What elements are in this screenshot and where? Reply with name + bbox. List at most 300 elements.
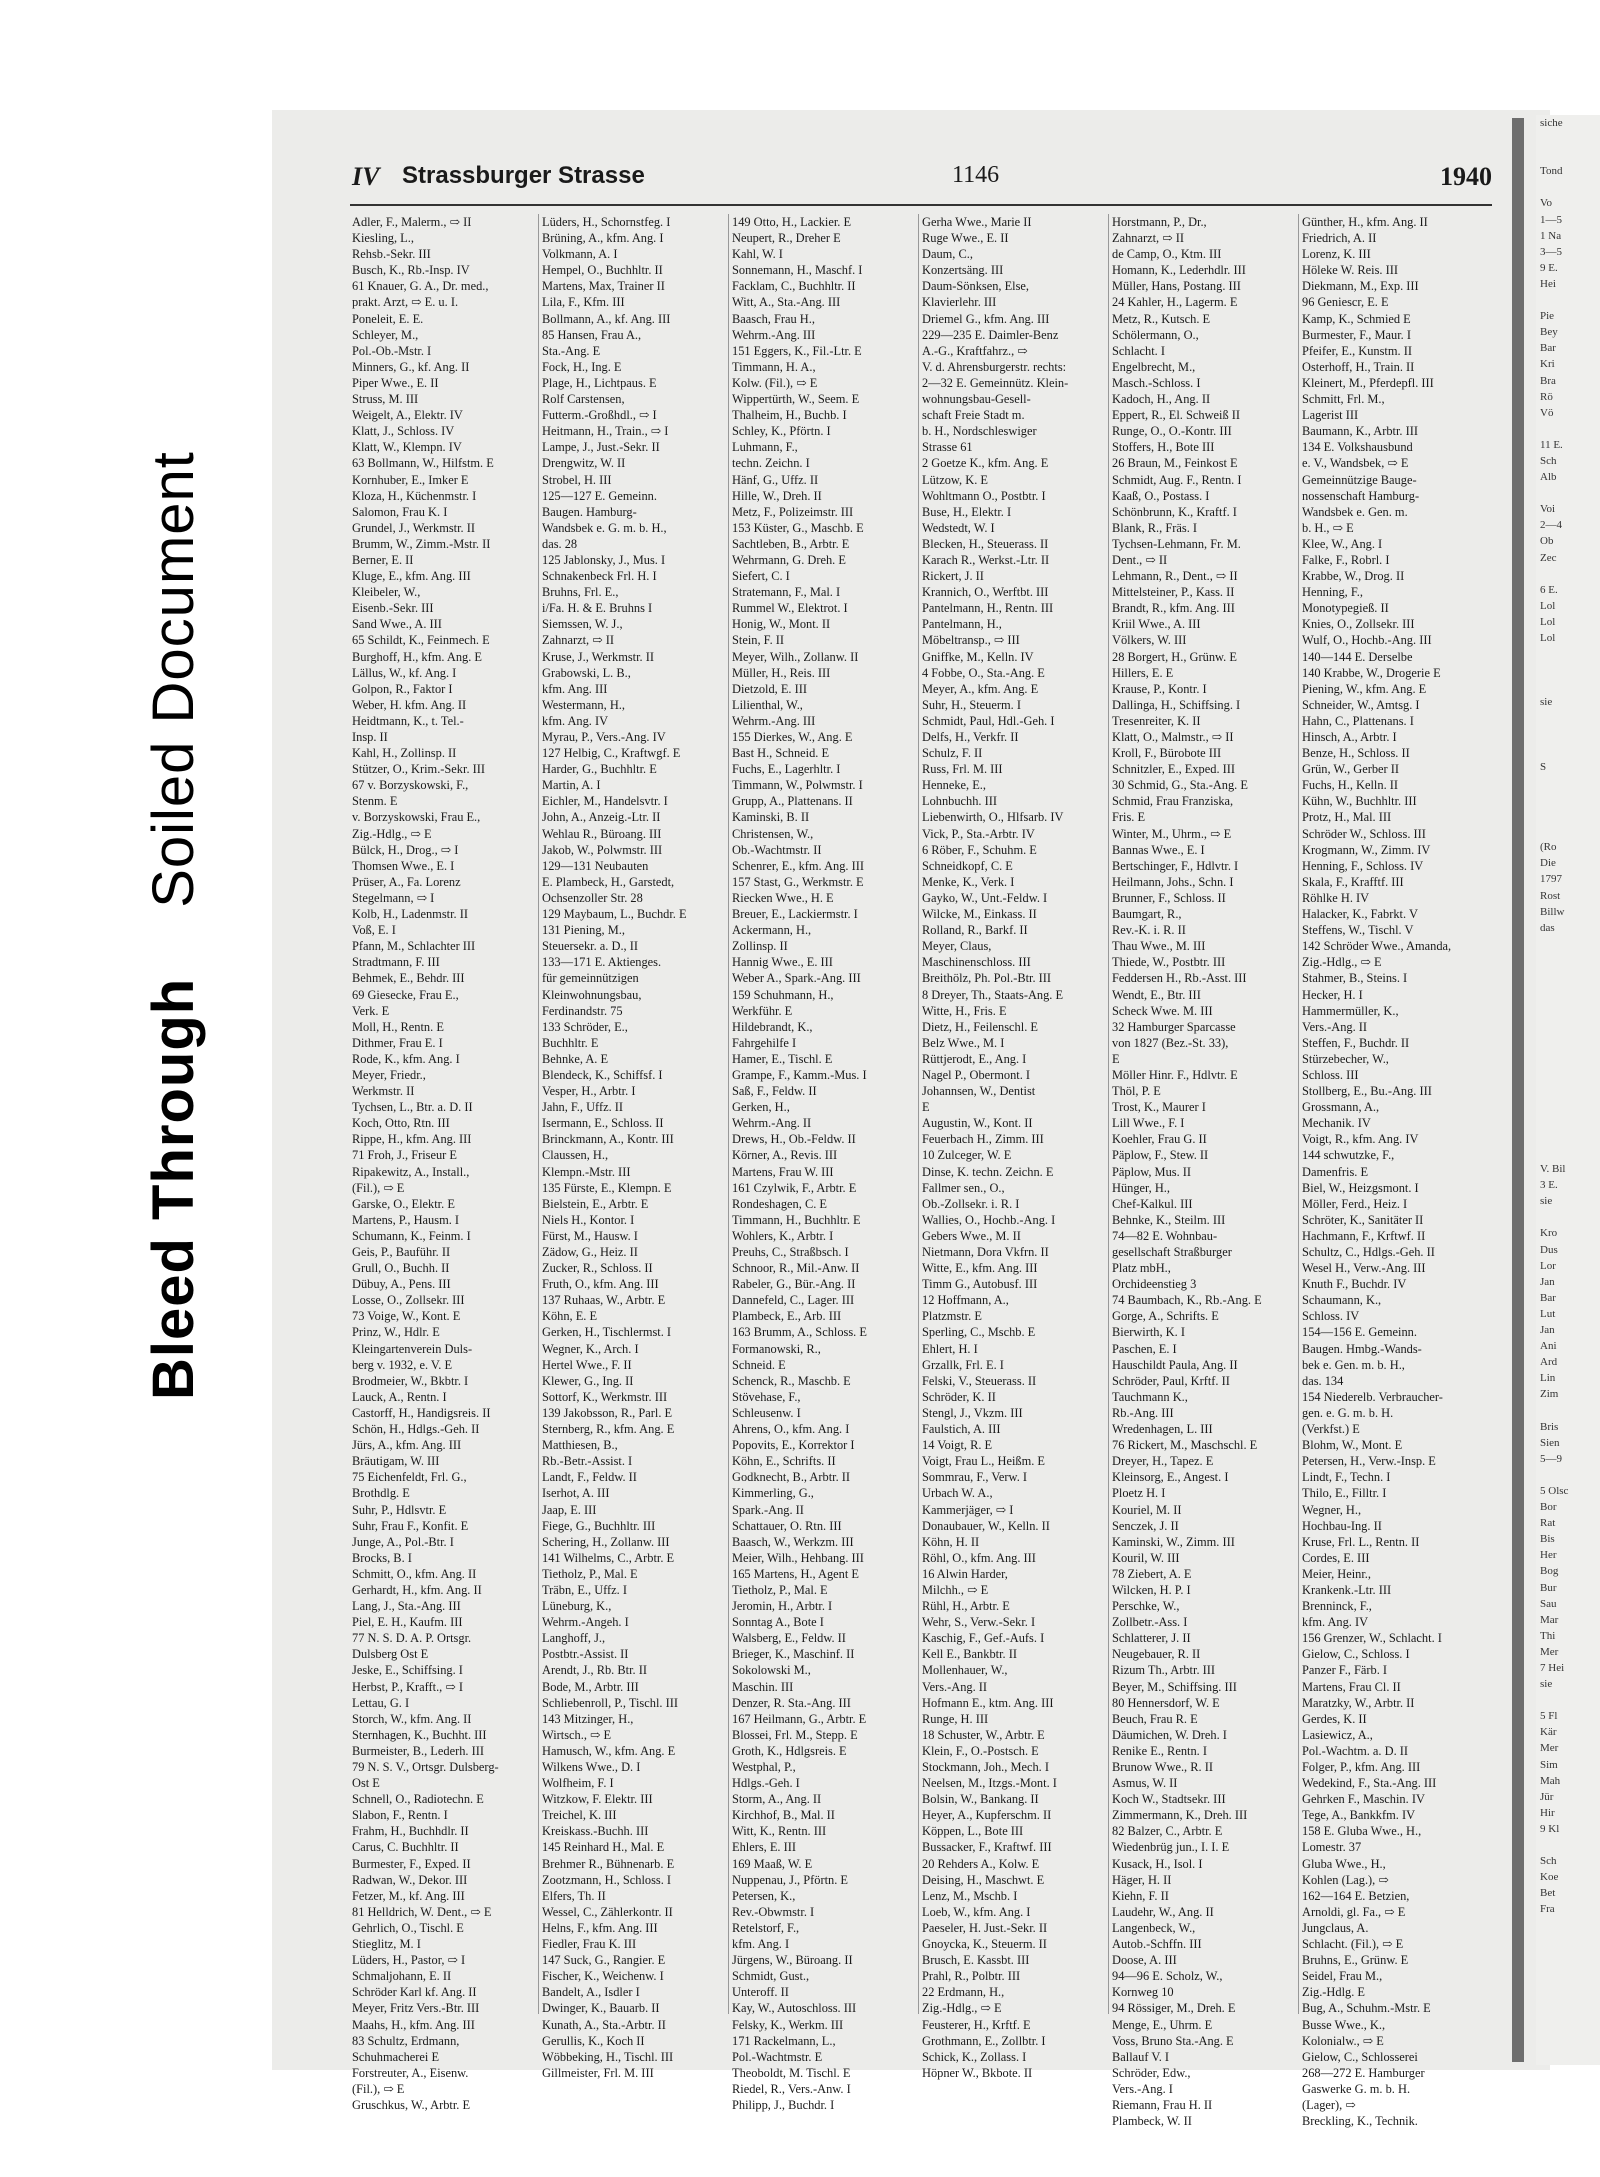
directory-entry: Fris. E [1112,810,1146,825]
directory-entry: Kadoch, H., Ang. II [1112,392,1211,407]
directory-entry: Hempel, O., Buchhltr. II [542,263,663,278]
directory-entry: Schröder, Edw., [1112,2065,1191,2080]
directory-entry: Rizum Th., Arbtr. III [1112,1663,1216,1678]
directory-entry: Biel, W., Heizgsmont. I [1302,1180,1419,1195]
directory-entry: Schumann, K., Feinm. I [352,1228,471,1243]
directory-entry: 14 Voigt, R. E [922,1438,993,1453]
directory-entry: Iserhot, A. III [542,1486,610,1501]
adjacent-page-text: Mer [1540,1742,1559,1755]
directory-entry: Ruge Wwe., E. II [922,231,1009,246]
directory-entry: 63 Bollmann, W., Hilfstm. E [352,456,494,471]
column-separator [728,214,729,2014]
directory-entry: Benze, H., Schloss. II [1302,746,1410,761]
directory-entry: Friedrich, A. II [1302,231,1377,246]
directory-entry: Baasch, Frau H., [732,311,815,326]
adjacent-page-text: Rö [1540,390,1553,403]
directory-entry: Autob.-Schffn. III [1112,1937,1202,1952]
directory-entry: Brumm, W., Zimm.-Mstr. II [352,536,491,551]
directory-entry: Baugen. Hmbg.-Wands- [1302,1341,1422,1356]
directory-entry: Strasse 61 [922,440,973,455]
directory-entry: Tietholz, P., Mal. E [732,1582,828,1597]
directory-entry: Voss, Bruno Sta.-Ang. E [1112,2033,1234,2048]
directory-entry: Salomon, Frau K. I [352,504,448,519]
directory-entry: Winter, M., Uhrm., ⇨ E [1112,826,1232,841]
directory-entry: Rickert, J. II [922,569,984,584]
directory-entry: Pfann, M., Schlachter III [352,939,476,954]
adjacent-page-text: Bog [1540,1565,1559,1578]
adjacent-page-text: Sim [1540,1758,1558,1771]
directory-entry: Kloza, H., Küchenmstr. I [352,488,477,503]
directory-entry: Insp. II [352,730,388,744]
directory-entry: Eichler, M., Handelsvtr. I [542,794,668,809]
directory-entry: 28 Borgert, H., Grünw. E [1112,649,1237,664]
directory-entry: Klee, W., Ang. I [1302,536,1383,551]
directory-entry: Homann, K., Lederhdlr. III [1112,263,1246,278]
directory-entry: Gniffke, M., Kelln. IV [922,649,1034,664]
directory-entry: Schneid. E [732,1357,786,1372]
directory-entry: 94 Rössiger, M., Dreh. E [1112,2001,1236,2016]
directory-entry: Zahnarzt, ⇨ II [1112,231,1184,246]
adjacent-page-text: Bris [1540,1420,1559,1433]
directory-entry: Berner, E. II [352,552,414,567]
directory-entry: (Fil.), ⇨ E [352,1180,405,1195]
directory-entry: Brothdlg. E [352,1486,410,1501]
directory-entry: Fuchs, E., Lagerhltr. I [732,762,841,777]
directory-entry: Bollmann, A., kf. Ang. III [542,311,671,326]
directory-entry: Stegelmann, ⇨ I [352,890,435,905]
directory-entry: Schmid, Frau Franziska, [1112,794,1234,809]
directory-entry: 141 Wilhelms, C., Arbtr. E [542,1550,675,1565]
directory-entry: Kleibeler, W., [352,585,421,600]
directory-entry: Kornhuber, E., Imker E [352,472,469,487]
directory-entry: Hochbau-Ing. II [1302,1518,1382,1533]
directory-entry: Päplow, F., Stew. II [1112,1148,1209,1163]
directory-entry: Meyer, Claus, [922,939,992,954]
directory-entry: Wehrm.-Ang. II [732,1116,812,1131]
directory-column-6 [1302,214,1494,2129]
directory-entry: berg v. 1932, e. V. E [352,1357,453,1372]
directory-entry: Kunath, A., Sta.-Arbtr. II [542,2017,666,2032]
adjacent-page-text: Sau [1540,1597,1557,1610]
directory-entry: Baasch, W., Werkzm. III [732,1534,854,1549]
adjacent-page-text: (Ro [1540,841,1557,854]
directory-entry: Lauck, A., Rentn. I [352,1389,447,1404]
directory-entry: Weber, H. kfm. Ang. II [352,697,467,712]
directory-entry: Wiedenbrüg jun., I. I. E [1112,1840,1230,1855]
directory-entry: Bierwirth, K. I [1112,1325,1185,1340]
directory-entry: Protz, H., Mal. III [1302,810,1392,825]
directory-entry: Retelstorf, F., [732,1920,800,1935]
adjacent-page-text [1536,807,1600,823]
adjacent-page-text [1536,678,1600,694]
directory-entry: 125—127 E. Gemeinn. [542,488,657,503]
directory-entry: Kaminski, W., Zimm. III [1112,1534,1235,1549]
directory-entry: Köhn, H. II [922,1534,980,1549]
directory-entry: Wulf, O., Hochb.-Ang. III [1302,633,1432,648]
directory-entry: Garske, O., Elektr. E [352,1196,455,1211]
directory-entry: Struss, M. III [352,392,419,407]
directory-entry: Delfs, H., Verkfr. II [922,730,1019,744]
directory-entry: Möbeltransp., ⇨ III [922,633,1020,648]
directory-entry: Slabon, F., Rentn. I [352,1808,448,1823]
directory-entry: Hannig Wwe., E. III [732,955,833,970]
directory-entry: Sperling, C., Mschb. E [922,1325,1036,1340]
directory-entry: Schleusenw. I [732,1405,801,1420]
directory-entry: Stenm. E [352,794,398,809]
directory-entry: Baumgart, R., [1112,907,1182,922]
directory-entry: Stradtmann, F. III [352,955,440,970]
directory-entry: schaft Freie Stadt m. [922,408,1025,423]
adjacent-page-text [1536,662,1600,678]
directory-entry: Maahs, H., kfm. Ang. III [352,2017,475,2032]
directory-entry: Felsky, K., Werkm. III [732,2017,844,2032]
directory-entry: Häger, H. II [1112,1872,1172,1887]
directory-entry: Drews, H., Ob.-Feldw. II [732,1132,856,1147]
directory-entry: 156 Grenzer, W., Schlacht. I [1302,1631,1442,1646]
directory-entry: Brunner, F., Schloss. II [1112,890,1226,905]
directory-entry: Arnoldi, gl. Fa., ⇨ E [1302,1904,1406,1919]
directory-entry: Gayko, W., Unt.-Feldw. I [922,890,1048,905]
directory-entry: (Lager), ⇨ [1302,2097,1356,2112]
adjacent-page-text [1536,952,1600,968]
directory-entry: Ferdinandstr. 75 [542,1003,623,1018]
adjacent-page-text [1536,743,1600,759]
directory-entry: E [922,1100,930,1115]
directory-entry: Masch.-Schloss. I [1112,375,1201,390]
adjacent-page-text: 9 E. [1540,261,1558,274]
directory-entry: 76 Rickert, M., Maschschl. E [1112,1438,1258,1453]
directory-entry: Sternhagen, K., Buchht. III [352,1727,487,1742]
directory-entry: Theoboldt, M. Tischl. E [732,2065,851,2080]
directory-entry: Geis, P., Bauführ. II [352,1245,451,1259]
directory-entry: Ochsenzoller Str. 28 [542,890,643,905]
directory-entry: Martens, Frau W. III [732,1164,834,1179]
directory-entry: Sand Wwe., A. III [352,617,442,632]
directory-entry: Schnell, O., Radiotechn. E [352,1792,484,1807]
directory-entry: Bruhns, Frl. E., [542,585,619,600]
directory-entry: Buse, H., Elektr. I [922,504,1012,519]
directory-entry: 161 Czylwik, F., Arbtr. E [732,1180,857,1195]
adjacent-page-text: Bet [1540,1887,1556,1900]
directory-entry: Prahl, R., Polbtr. III [922,1969,1021,1984]
directory-entry: Lindt, F., Techn. I [1302,1470,1391,1485]
directory-entry: Dent., ⇨ II [1112,552,1168,567]
directory-entry: Lill Wwe., F. I [1112,1116,1185,1131]
directory-entry: Tychsen-Lehmann, Fr. M. [1112,536,1241,551]
directory-entry: 154 Niederelb. Verbraucher- [1302,1389,1443,1404]
adjacent-page-text: Her [1540,1549,1557,1562]
directory-entry: Drengwitz, W. II [542,456,626,471]
directory-entry: Henning, F., [1302,585,1363,600]
directory-entry: Lüneburg, K., [542,1599,612,1614]
directory-entry: 127 Helbig, C., Kraftwgf. E [542,746,681,761]
directory-entry: Martens, Max, Trainer II [542,279,665,294]
directory-entry: Strobel, H. III [542,472,612,487]
directory-entry: Kaaß, O., Postass. I [1112,488,1210,503]
adjacent-page-text: Rat [1540,1517,1556,1530]
directory-entry: Trost, K., Maurer I [1112,1100,1206,1115]
directory-entry: Stollberg, E., Bu.-Ang. III [1302,1084,1432,1099]
directory-entry: Fuchs, H., Kelln. II [1302,778,1399,793]
directory-entry: Kruse, J., Werkmstr. II [542,649,654,664]
directory-entry: Stoffers, H., Bote III [1112,440,1215,455]
adjacent-page-text: Mah [1540,1774,1561,1787]
directory-entry: Behmek, E., Behdr. III [352,971,465,986]
directory-entry: Beuch, Frau R. E [1112,1711,1198,1726]
adjacent-page-text: 6 E. [1540,583,1558,596]
adjacent-page-text: Jür [1540,1790,1554,1803]
directory-entry: Unteroff. II [732,1985,789,2000]
directory-entry: Fallmer sen., O., [922,1180,1005,1195]
directory-entry: Kay, W., Autoschloss. III [732,2001,857,2016]
directory-entry: Timmann, H. A., [732,359,816,374]
directory-entry: 2—32 E. Gemeinnütz. Klein- [922,375,1069,390]
adjacent-page-text: 7 Hei [1540,1662,1565,1674]
directory-entry: Meyer, Friedr., [352,1067,426,1082]
directory-entry: 96 Geniescr, E. E [1302,295,1389,310]
directory-entry: Ost E [352,1776,380,1791]
directory-entry: Henneke, E., [922,778,986,793]
directory-entry: Stengl, J., Vkzm. III [922,1405,1023,1420]
directory-entry: Wredenhagen, L. III [1112,1422,1213,1437]
directory-entry: Behnke, A. E [542,1051,609,1066]
directory-entry: Günther, H., kfm. Ang. II [1302,215,1428,229]
directory-entry: Lampe, J., Just.-Sekr. II [542,440,660,455]
directory-entry: Stratemann, F., Mal. I [732,585,841,600]
directory-entry: Golpon, R., Faktor I [352,681,453,696]
directory-entry: 129—131 Neubauten [542,858,649,873]
directory-entry: Johannsen, W., Dentist [922,1084,1036,1099]
adjacent-page-text: 9 Kl [1540,1822,1560,1835]
directory-entry: Bräutigam, W. III [352,1454,440,1469]
directory-entry: Schattauer, O. Rtn. III [732,1518,842,1533]
directory-entry: Rühl, H., Arbtr. E [922,1599,1010,1614]
directory-entry: Ballauf V. I [1112,2049,1170,2064]
directory-entry: Sommrau, F., Verw. I [922,1470,1028,1485]
directory-entry: Gemeinnützige Bauge- [1302,472,1417,487]
directory-entry: Losse, O., Zollsekr. III [352,1293,465,1308]
directory-entry: Burmeister, B., Lederh. III [352,1743,484,1758]
directory-entry: kfm. Ang. III [542,681,608,696]
directory-entry: Sonnemann, H., Maschf. I [732,263,863,278]
directory-entry: Schlacht. I [1112,343,1165,358]
directory-entry: Däumichen, W. Dreh. I [1112,1727,1227,1742]
directory-entry: Wehrm.-Angeh. I [542,1615,629,1630]
directory-entry: Rippe, H., kfm. Ang. III [352,1132,472,1147]
adjacent-page-text: Pie [1540,310,1555,323]
adjacent-page-text [1536,791,1600,807]
directory-entry: Neupert, R., Dreher E [732,231,841,246]
directory-entry: Bruhns, E., Grünw. E [1302,1953,1409,1968]
directory-entry: Hänf, G., Uffz. II [732,472,819,487]
directory-entry: Storch, W., kfm. Ang. II [352,1711,472,1726]
directory-entry: Grundel, J., Werkmstr. II [352,520,476,535]
directory-entry: Wehrm.-Ang. III [732,327,816,342]
directory-entry: Gerdes, K. II [1302,1711,1367,1726]
directory-entry: Rabeler, G., Bür.-Ang. II [732,1277,856,1292]
directory-entry: Fiedler, Frau K. III [542,1937,637,1952]
directory-entry: Wessel, C., Zählerkontr. II [542,1904,673,1919]
directory-entry: 73 Voige, W., Kont. E [352,1309,461,1324]
directory-entry: Klatt, J., Schloss. IV [352,424,455,439]
directory-entry: 133—171 E. Aktienges. [542,955,662,970]
directory-entry: Kaminski, B. II [732,810,810,825]
directory-entry: 154—156 E. Gemeinn. [1302,1325,1417,1340]
directory-entry: Schön, H., Hdlgs.-Geh. II [352,1422,480,1437]
adjacent-page-text: siche [1540,117,1563,129]
directory-entry: Plambeck, W. II [1112,2114,1192,2129]
directory-entry: Brandt, R., kfm. Ang. III [1112,601,1235,616]
directory-entry: b. H., ⇨ E [1302,520,1354,535]
directory-entry: Schröder, K. II [922,1389,996,1404]
directory-entry: Schloss. IV [1302,1309,1360,1324]
directory-column-4 [922,214,1106,2081]
adjacent-page-text [1536,727,1600,743]
directory-column-3 [732,214,916,2113]
directory-entry: 137 Ruhaas, W., Arbtr. E [542,1293,666,1308]
directory-entry: Paschen, E. I [1112,1341,1177,1356]
directory-entry: Schröder Karl kf. Ang. II [352,1985,477,2000]
directory-entry: Meier, Wilh., Hehbang. III [732,1550,864,1565]
directory-entry: Grull, O., Buchh. II [352,1261,450,1276]
directory-entry: 71 Froh, J., Friseur E [352,1148,457,1163]
directory-entry: Breckling, K., Technik. [1302,2114,1418,2129]
directory-entry: Koch W., Stadtsekr. III [1112,1792,1226,1807]
directory-entry: Heilmann, Johs., Schn. I [1112,874,1234,889]
directory-entry: Schliebenroll, P., Tischl. III [542,1695,678,1710]
directory-entry: Thiede, W., Postbtr. III [1112,955,1226,970]
directory-entry: Müller, Hans, Postang. III [1112,279,1241,294]
directory-entry: 32 Hamburger Sparcasse [1112,1019,1236,1034]
directory-entry: Kühn, W., Buchhltr. III [1302,794,1417,809]
directory-entry: Koehler, Frau G. II [1112,1132,1207,1147]
directory-entry: Baugen. Hamburg- [542,504,637,519]
directory-entry: Wallies, O., Hochb.-Ang. I [922,1212,1056,1227]
directory-entry: 24 Kahler, H., Lagerm. E [1112,295,1238,310]
adjacent-page-text: das [1540,921,1555,934]
directory-entry: Ehlers, E. III [732,1840,796,1855]
directory-entry: Osterhoff, H., Train. II [1302,359,1415,374]
directory-entry: Pol.-Ob.-Mstr. I [352,343,432,358]
directory-entry: 85 Hansen, Frau A., [542,327,642,342]
directory-entry: Eisenb.-Sekr. III [352,601,434,616]
adjacent-page-text: sie [1540,1195,1553,1208]
directory-entry: Tauchmann K., [1112,1389,1188,1404]
directory-entry: Vers.-Ang. II [922,1679,988,1694]
directory-entry: Kiesling, L., [352,231,414,246]
directory-entry: Röhl, O., kfm. Ang. III [922,1550,1036,1565]
directory-entry: Pol.-Wachtm. a. D. II [1302,1743,1409,1758]
directory-entry: Witte, H., Fris. E [922,1003,1007,1018]
directory-entry: nossenschaft Hamburg- [1302,488,1420,503]
directory-entry: Fruth, O., kfm. Ang. III [542,1277,659,1292]
adjacent-page-text: Lol [1540,632,1556,644]
directory-entry: Wehr, S., Verw.-Sekr. I [922,1615,1036,1630]
directory-entry: Wilcke, M., Einkass. II [922,907,1037,922]
directory-entry: Formanowski, R., [732,1341,821,1356]
directory-entry: Orchideenstieg 3 [1112,1277,1197,1292]
directory-entry: Wilcken, H. P. I [1112,1582,1191,1597]
directory-entry: Riedel, R., Vers.-Anw. I [732,2081,851,2096]
directory-entry: Krankenk.-Ltr. III [1302,1582,1392,1597]
directory-entry: V. d. Ahrensburgerstr. rechts: [922,359,1067,374]
directory-entry: Höleke W. Reis. III [1302,263,1399,278]
directory-entry: Helns, F., kfm. Ang. III [542,1920,658,1935]
directory-entry: John, A., Anzeig.-Ltr. II [542,810,661,825]
directory-column-2 [542,214,726,2081]
directory-entry: Lällus, W., kf. Ang. I [352,665,457,680]
directory-entry: Piening, W., kfm. Ang. E [1302,681,1427,696]
directory-entry: Schröter, K., Sanitäter II [1302,1212,1424,1227]
directory-entry: Thomsen Wwe., E. I [352,858,455,873]
directory-entry: Möller Hinr. F., Hdlvtr. E [1112,1067,1238,1082]
directory-entry: Schlacht. (Fil.), ⇨ E [1302,1937,1404,1952]
directory-entry: Brocks, B. I [352,1550,412,1565]
directory-entry: Honig, W., Mont. II [732,617,831,632]
directory-entry: Asmus, W. II [1112,1776,1178,1791]
directory-entry: Eppert, R., El. Schweiß II [1112,408,1241,423]
directory-entry: Sokolowski M., [732,1663,811,1678]
adjacent-page-text: Lor [1540,1259,1556,1272]
directory-entry: Wedstedt, W. I [922,520,995,535]
directory-entry: (Verkfst.) E [1302,1422,1360,1437]
directory-entry: Feddersen H., Rb.-Asst. III [1112,971,1247,986]
directory-entry: Schulz, F. II [922,746,983,761]
directory-entry: Saß, F., Feldw. II [732,1084,817,1099]
directory-entry: Völkers, W. III [1112,633,1187,648]
directory-entry: Gerullis, K., Koch II [542,2033,645,2048]
directory-entry: Sternberg, R., kfm. Ang. E [542,1422,675,1437]
directory-entry: Thalheim, H., Buchb. I [732,408,847,423]
directory-entry: Kleinsorg, E., Angest. I [1112,1470,1229,1485]
directory-entry: Lützow, K. E [922,472,988,487]
directory-entry: Klatt, W., Klempn. IV [352,440,462,455]
directory-entry: Krause, P., Kontr. I [1112,681,1207,696]
directory-entry: 153 Küster, G., Maschb. E [732,520,864,535]
directory-entry: Gorge, A., Schrifts. E [1112,1309,1219,1324]
directory-entry: Sta.-Ang. E [542,343,601,358]
directory-entry: Schmidt, Aug. F., Rentn. I [1112,472,1242,487]
directory-entry: Forstreuter, A., Eisenw. [352,2065,469,2080]
adjacent-page-text: Bor [1540,1501,1557,1514]
directory-entry: Fiege, G., Buchhltr. III [542,1518,656,1533]
directory-entry: Fischer, K., Weichenw. I [542,1969,664,1984]
directory-entry: Werkführ. E [732,1003,793,1018]
directory-entry: Langhoff, J., [542,1631,606,1646]
adjacent-page-text [1536,147,1600,163]
directory-entry: Brunow Wwe., R. II [1112,1760,1213,1774]
directory-entry: Kahl, W. I [732,247,783,262]
column-separator [1108,214,1109,2014]
directory-entry: Grabowski, L. B., [542,665,631,680]
directory-entry: Halacker, K., Fabrkt. V [1302,907,1418,922]
directory-entry: Monotypegieß. II [1302,601,1389,616]
directory-entry: Träbn, E., Uffz. I [542,1582,628,1597]
directory-entry: Bülck, H., Drog., ⇨ I [352,842,459,857]
directory-entry: Feuerbach H., Zimm. III [922,1132,1044,1147]
directory-entry: Schering, H., Zollanw. III [542,1534,670,1549]
directory-entry: 155 Dierkes, W., Ang. E [732,730,853,744]
directory-entry: 229—235 E. Daimler-Benz [922,327,1059,342]
adjacent-page-text: Bur [1540,1581,1557,1594]
volume-number: IV [352,162,380,191]
directory-entry: Kriil Wwe., A. III [1112,617,1201,632]
directory-entry: Nuppenau, J., Pförtn. E [732,1872,848,1887]
directory-entry: Kleinert, M., Pferdepfl. III [1302,375,1434,390]
adjacent-page-text: Bis [1540,1533,1555,1546]
directory-entry: kfm. Ang. IV [542,713,609,728]
directory-entry: Stövehase, F., [732,1389,801,1404]
